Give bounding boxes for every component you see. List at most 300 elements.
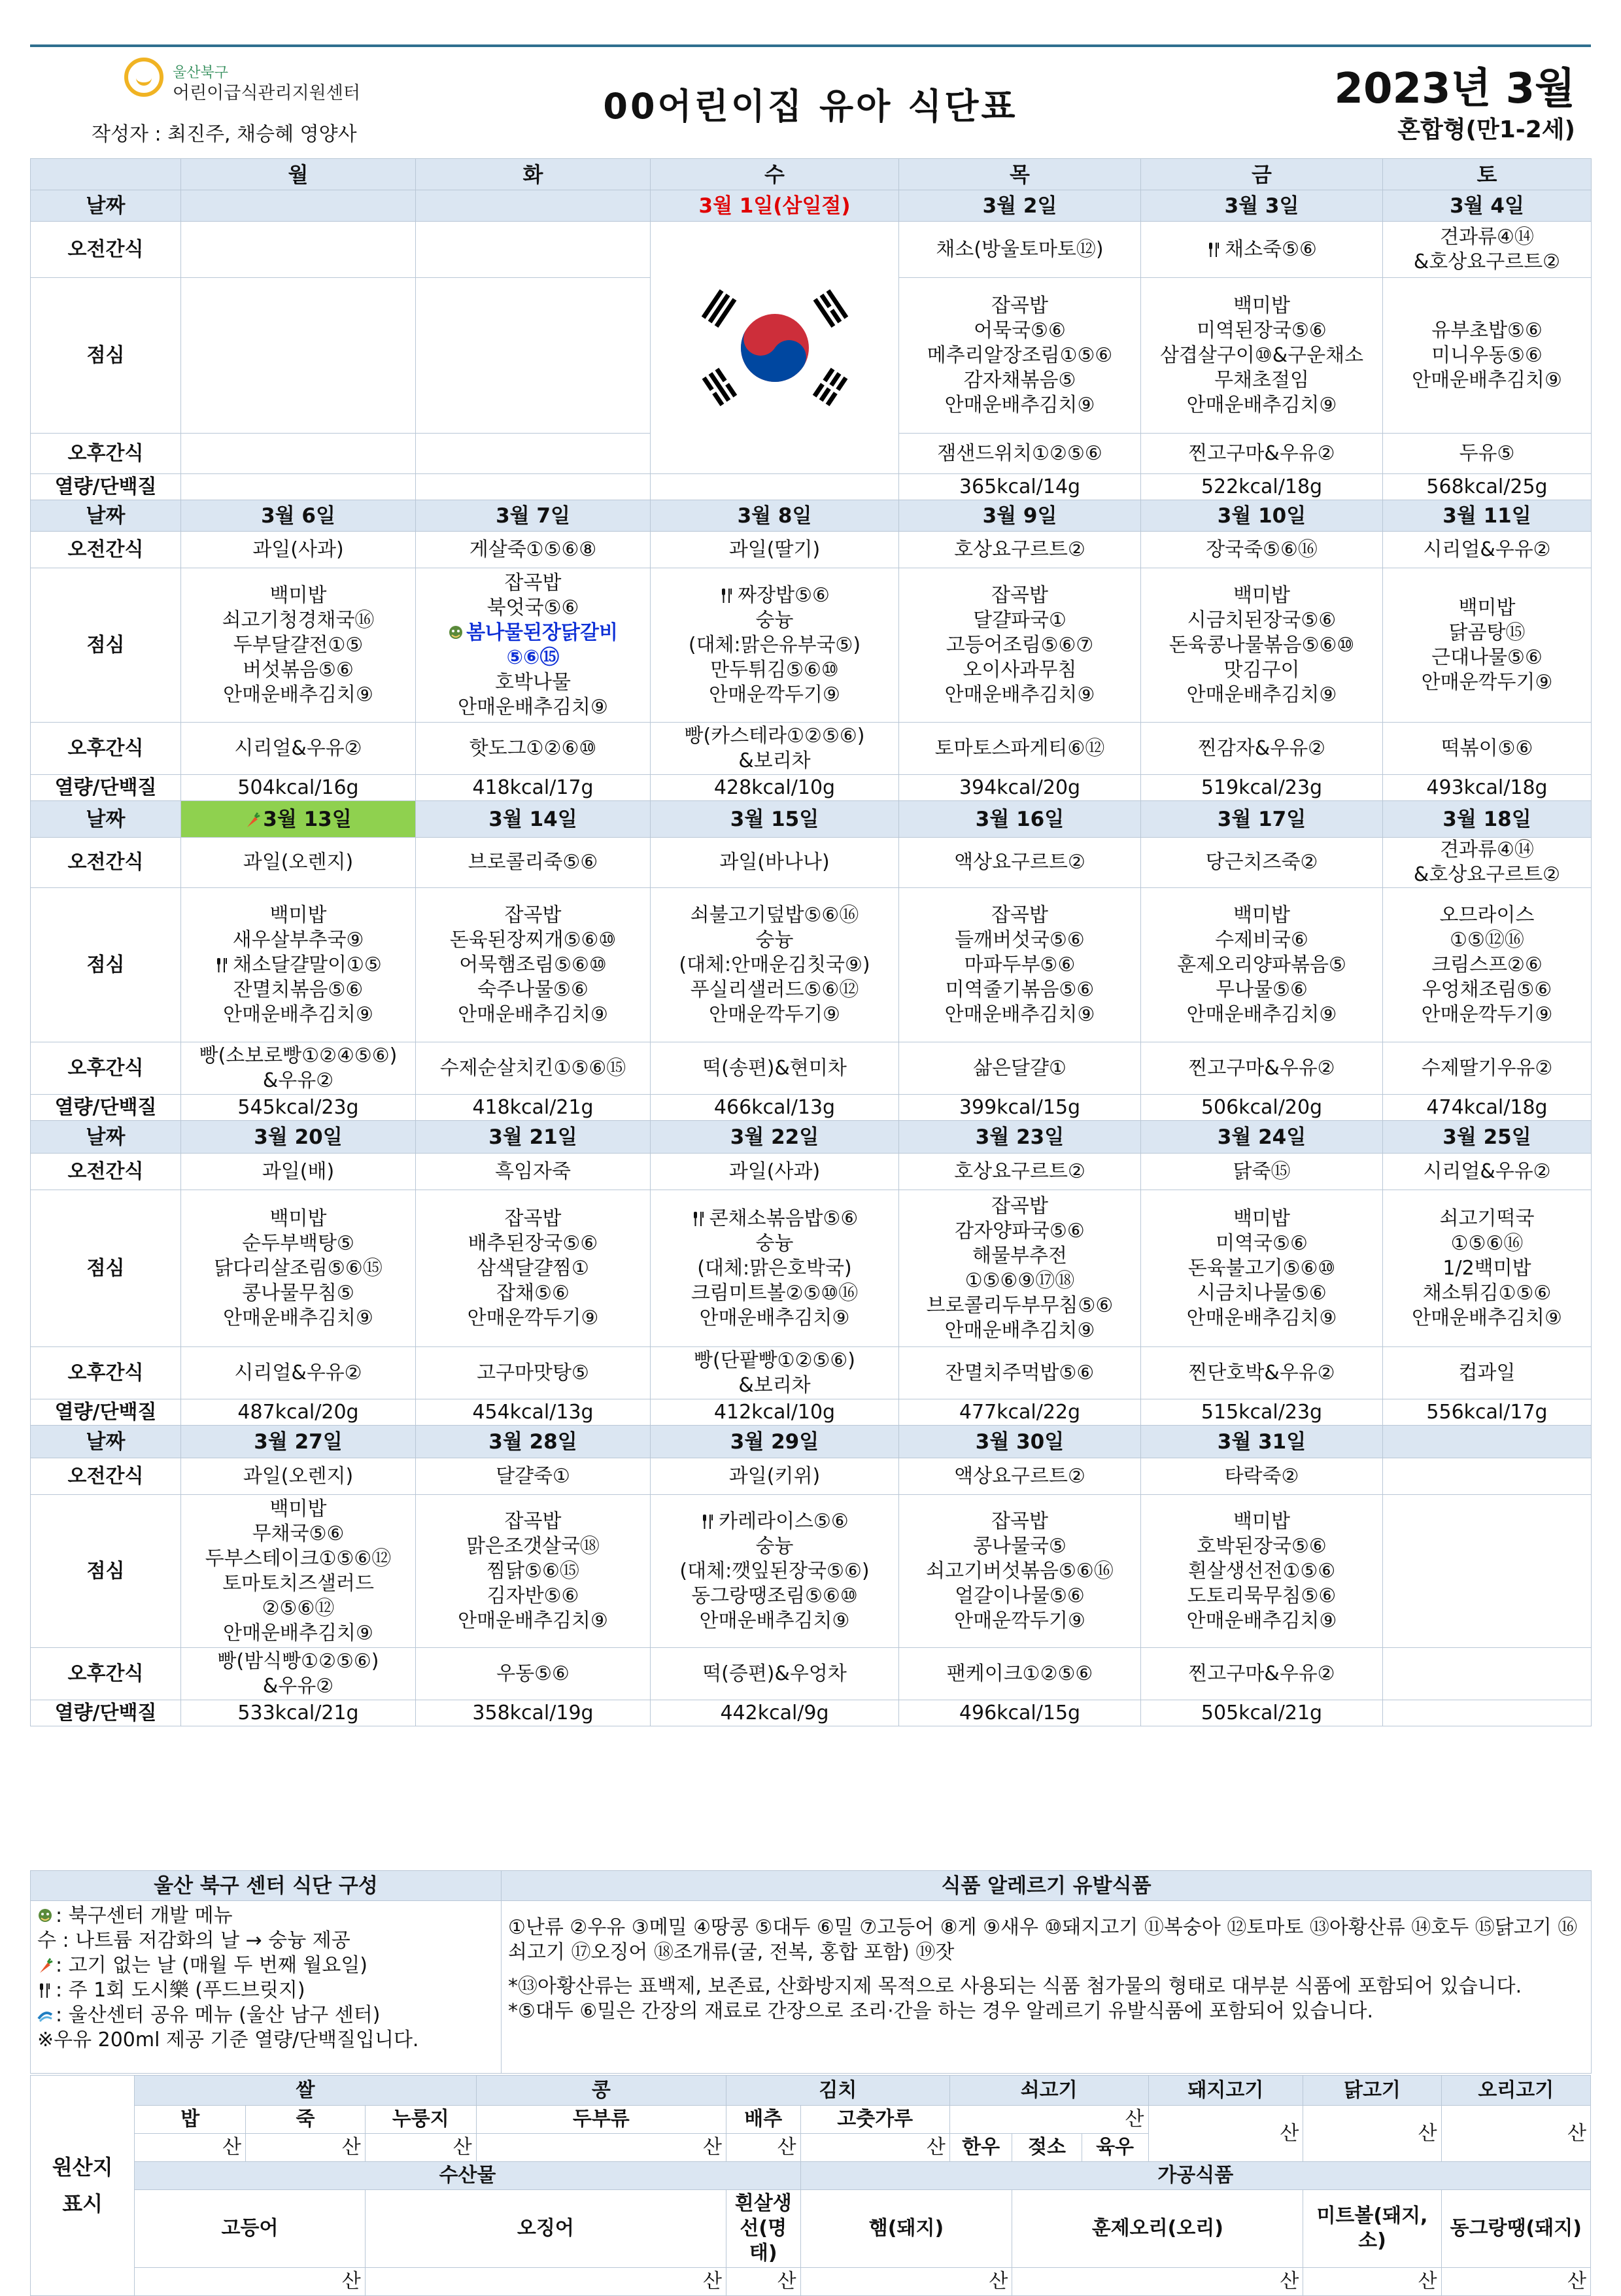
menu-line: 흑임자죽	[495, 1159, 571, 1183]
menu-line: 3월 20일	[254, 1125, 343, 1149]
menu-line: 안매운깍두기⑨	[709, 1002, 840, 1026]
ulsan-bukgu-center-icon	[37, 1906, 53, 1923]
snack-cell	[1383, 532, 1592, 568]
date-cell	[181, 190, 416, 222]
snack-cell	[1141, 222, 1383, 278]
menu-line: 푸실리샐러드⑤⑥⑫	[690, 978, 859, 1001]
row-label-date: 날짜	[31, 1426, 181, 1458]
menu-line: 454kcal/13g	[472, 1400, 594, 1424]
nutrition-cell	[416, 1095, 651, 1121]
menu-line: 찐단호박&우유②	[1188, 1361, 1335, 1384]
nutrition-cell	[416, 775, 651, 801]
lunch-cell	[181, 1495, 416, 1648]
origin-value: 산	[1303, 2268, 1441, 2296]
menu-line: 3월 23일	[975, 1125, 1065, 1149]
menu-line: 잔멸치주먹밥⑤⑥	[945, 1361, 1095, 1384]
snack-cell	[899, 1458, 1141, 1495]
date-cell	[651, 1121, 899, 1154]
menu-line: 찐고구마&우유②	[1188, 1056, 1335, 1080]
menu-line: 감자채볶음⑤	[963, 368, 1076, 392]
menu-line: 훈제오리양파볶음⑤	[1177, 953, 1346, 976]
menu-line: 3월 8일	[737, 504, 812, 528]
snack-cell	[181, 1347, 416, 1399]
menu-line: 3월 14일	[488, 807, 577, 831]
row-label-pm: 오후간식	[31, 723, 181, 775]
menu-line: &우유②	[262, 1069, 334, 1092]
snack-cell	[181, 1458, 416, 1495]
menu-line: 미역국⑤⑥	[1216, 1231, 1308, 1255]
menu-line: 미역된장국⑤⑥	[1197, 318, 1327, 342]
snack-cell	[416, 838, 651, 888]
fork-spoon-icon	[37, 1981, 53, 1998]
menu-line: 3월 10일	[1217, 504, 1306, 528]
legend-body	[31, 1901, 502, 2074]
menu-line: 안매운배추김치⑨	[1412, 368, 1562, 392]
day-header: 수	[651, 159, 899, 190]
menu-line: 근대나물⑤⑥	[1431, 645, 1543, 669]
menu-line: 3월 18일	[1442, 807, 1531, 831]
date-cell	[416, 190, 651, 222]
menu-line: 안매운배추김치⑨	[1412, 1306, 1562, 1329]
menu-line: 시리얼&우유②	[234, 1361, 362, 1384]
menu-line: 떡볶이⑤⑥	[1441, 736, 1533, 760]
menu-line: 김자반⑤⑥	[486, 1584, 579, 1607]
menu-line: 시리얼&우유②	[1423, 1159, 1551, 1183]
row-label-am: 오전간식	[31, 1458, 181, 1495]
menu-line: 3월 30일	[975, 1430, 1065, 1454]
nutrition-cell	[899, 1700, 1141, 1726]
origin-mackerel: 고등어	[135, 2190, 366, 2268]
lunch-cell	[899, 278, 1141, 434]
origin-rice: 쌀	[135, 2076, 476, 2106]
allergen-note-2: *⑤대두 ⑥밀은 간장의 재료로 간장으로 조리·간을 하는 경우 알레르기 유발식품에 포함되어 있습니다.	[508, 2000, 1373, 2023]
menu-line: 크림미트볼②⑤⑩⑯	[691, 1281, 859, 1305]
date-cell	[1141, 1426, 1383, 1458]
menu-line: 맑은조갯살국⑱	[466, 1534, 600, 1558]
date-cell	[899, 500, 1141, 532]
menu-line: 안매운배추김치⑨	[458, 1609, 608, 1632]
origin-beefcattle: 육우	[1082, 2134, 1148, 2162]
menu-line: 477kcal/22g	[959, 1400, 1081, 1424]
menu-line: 컵과일	[1458, 1361, 1516, 1384]
row-label-nut: 열량/단백질	[31, 1399, 181, 1426]
lunch-cell	[899, 888, 1141, 1042]
menu-line: 돈육콩나물볶음⑤⑥⑩	[1169, 633, 1355, 657]
snack-cell	[899, 1042, 1141, 1095]
corner-cell	[31, 159, 181, 190]
menu-table	[30, 158, 1592, 1726]
origin-nurungji: 누룽지	[365, 2106, 476, 2134]
row-label-pm: 오후간식	[31, 1347, 181, 1399]
snack-cell	[1383, 222, 1592, 278]
menu-line: 487kcal/20g	[237, 1400, 359, 1424]
menu-line: 안매운배추김치⑨	[1186, 393, 1337, 417]
date-cell	[1383, 1121, 1592, 1154]
lunch-cell	[1383, 1495, 1592, 1648]
row-label-nut: 열량/단백질	[31, 1700, 181, 1726]
fork-spoon-icon	[719, 586, 735, 603]
snack-cell	[899, 838, 1141, 888]
origin-value: 산	[365, 2268, 726, 2296]
menu-line: 522kcal/18g	[1201, 475, 1323, 498]
row-label-date: 날짜	[31, 190, 181, 222]
ulsan-namgu-center-icon	[37, 2006, 53, 2023]
menu-line: 삼색달걀찜①	[477, 1256, 589, 1280]
lunch-cell	[416, 278, 651, 434]
menu-line: 과일(배)	[262, 1159, 335, 1183]
menu-line: 백미밥	[1458, 596, 1516, 619]
menu-line: 3월 16일	[975, 807, 1065, 831]
menu-line: 닭죽⑮	[1233, 1159, 1291, 1183]
menu-line: 배추된장국⑤⑥	[468, 1231, 598, 1255]
menu-line: 418kcal/17g	[472, 776, 594, 799]
menu-line: 백미밥	[1233, 1509, 1290, 1533]
menu-line: 브로콜리죽⑤⑥	[468, 851, 598, 874]
menu-line: 핫도그①②⑥⑩	[469, 736, 597, 760]
snack-cell	[181, 434, 416, 474]
menu-line: 418kcal/21g	[472, 1095, 594, 1119]
row-label-pm: 오후간식	[31, 434, 181, 474]
row-label-am: 오전간식	[31, 222, 181, 278]
menu-line: 숙주나물⑤⑥	[477, 978, 589, 1001]
origin-dairy: 젖소	[1012, 2134, 1082, 2162]
origin-value: 산	[949, 2106, 1148, 2134]
page-title: 00어린이집 유아 식단표	[603, 86, 1018, 127]
menu-line: 북엇국⑤⑥	[486, 596, 579, 619]
menu-line: 안매운배추김치⑨	[944, 1318, 1095, 1342]
menu-line: ①⑤⑥⑯	[1450, 1231, 1524, 1255]
legend-line-sodium: 수 : 나트륨 저감화의 날 → 숭늉 제공	[37, 1929, 350, 1952]
menu-line: &우유②	[262, 1674, 334, 1698]
menu-line: 도토리묵무침⑤⑥	[1187, 1584, 1337, 1607]
date-cell	[416, 1426, 651, 1458]
origin-squid: 오징어	[365, 2190, 726, 2268]
menu-line: 잡곡밥	[504, 1207, 562, 1230]
snack-cell	[651, 1458, 899, 1495]
nutrition-cell	[1383, 1700, 1592, 1726]
menu-line: 봄나물된장닭갈비	[418, 621, 647, 645]
menu-line: 안매운깍두기⑨	[709, 683, 840, 706]
date-cell	[416, 500, 651, 532]
menu-line: 533kcal/21g	[237, 1701, 359, 1724]
snack-cell	[899, 723, 1141, 775]
allergen-list: ①난류 ②우유 ③메밀 ④땅콩 ⑤대두 ⑥밀 ⑦고등어 ⑧게 ⑨새우 ⑩돼지고기 ⑪복숭아 ⑫토마토 ⑬아황산류 ⑭호두 ⑮닭고기 ⑯쇠고기 ⑰오징어 ⑱조개류(굴, 전복, 홍합 포함) ⑲잣	[508, 1916, 1578, 1964]
menu-line: 과일(사과)	[252, 538, 344, 561]
menu-line: 수제비국⑥	[1215, 928, 1308, 951]
snack-cell	[1383, 1042, 1592, 1095]
lunch-cell	[899, 568, 1141, 723]
holiday-flag-cell	[651, 222, 899, 474]
lunch-cell	[416, 1495, 651, 1648]
date-cell	[181, 801, 416, 838]
snack-cell	[181, 723, 416, 775]
origin-value: 산	[800, 2134, 949, 2162]
menu-line: 순두부백탕⑤	[242, 1231, 354, 1255]
menu-line: 365kcal/14g	[959, 475, 1081, 498]
nutrition-cell	[416, 1700, 651, 1726]
snack-cell	[1383, 1648, 1592, 1700]
snack-cell	[416, 1347, 651, 1399]
menu-line: 떡(증편)&우엉차	[702, 1662, 847, 1685]
origin-value: 산	[800, 2268, 1012, 2296]
menu-line: 안매운배추김치⑨	[1186, 1609, 1337, 1632]
date-cell	[1141, 190, 1383, 222]
origin-pepper: 고춧가루	[800, 2106, 949, 2134]
menu-line: 428kcal/10g	[713, 776, 836, 799]
menu-line: 안매운깍두기⑨	[1421, 1002, 1553, 1026]
menu-line: 3월 4일	[1450, 194, 1524, 218]
menu-line: 잡곡밥	[991, 903, 1048, 927]
menu-line: 크림스프②⑥	[1431, 953, 1543, 976]
menu-line: 두부달걀전①⑤	[233, 633, 364, 657]
date-cell	[1141, 1121, 1383, 1154]
menu-line: 짜장밥⑤⑥	[653, 583, 896, 608]
menu-line: 시금치된장국⑤⑥	[1187, 608, 1337, 632]
date-cell	[1383, 1426, 1592, 1458]
snack-cell	[1141, 1042, 1383, 1095]
menu-line: &호상요구르트②	[1413, 863, 1561, 886]
menu-line: 잡곡밥	[504, 571, 562, 594]
snack-cell	[899, 1154, 1141, 1190]
date-cell	[899, 1121, 1141, 1154]
snack-cell	[1383, 1154, 1592, 1190]
menu-line: &호상요구르트②	[1413, 250, 1561, 273]
author: 작성자 : 최진주, 채승혜 영양사	[92, 123, 357, 146]
snack-cell	[651, 723, 899, 775]
date-cell	[651, 1426, 899, 1458]
origin-pork: 돼지고기	[1148, 2076, 1303, 2106]
menu-line: 안매운배추김치⑨	[944, 683, 1095, 706]
menu-line: ①⑤⑫⑯	[1450, 928, 1524, 951]
origin-hanwoo: 한우	[949, 2134, 1012, 2162]
menu-line: 채소튀김①⑤⑥	[1422, 1281, 1552, 1305]
snack-cell	[651, 1347, 899, 1399]
day-header: 목	[899, 159, 1141, 190]
row-label-pm: 오후간식	[31, 1648, 181, 1700]
menu-line: 유부초밥⑤⑥	[1431, 318, 1543, 342]
menu-line: 3월 2일	[982, 194, 1057, 218]
nutrition-cell	[899, 775, 1141, 801]
row-label-date: 날짜	[31, 801, 181, 838]
menu-line: 빵(단팥빵①②⑤⑥)	[694, 1348, 855, 1372]
menu-line: 호상요구르트②	[954, 1159, 1085, 1183]
menu-line: 마파두부⑤⑥	[964, 953, 1076, 976]
menu-line: 3월 17일	[1217, 807, 1306, 831]
date-cell	[181, 1426, 416, 1458]
menu-line: 3월 27일	[254, 1430, 343, 1454]
origin-smokeduck: 훈제오리(오리)	[1012, 2190, 1303, 2268]
menu-line: 액상요구르트②	[954, 1464, 1085, 1488]
menu-line: 고구마맛탕⑤	[477, 1361, 589, 1384]
menu-line: 감자양파국⑤⑥	[955, 1219, 1085, 1242]
legend-line-lunchbox: : 주 1회 도시樂 (푸드브릿지)	[37, 1978, 494, 2003]
snack-cell	[1383, 1347, 1592, 1399]
date-cell	[899, 1426, 1141, 1458]
menu-line: 잡곡밥	[991, 583, 1048, 607]
nutrition-cell	[651, 775, 899, 801]
menu-line: 안매운배추김치⑨	[1186, 1306, 1337, 1329]
nutrition-cell	[1141, 775, 1383, 801]
row-label-lunch: 점심	[31, 1190, 181, 1347]
menu-line: 3월 25일	[1442, 1125, 1531, 1149]
menu-type: 혼합형(만1-2세)	[1397, 116, 1575, 143]
snack-cell	[899, 1648, 1141, 1700]
menu-line: 돈육된장찌개⑤⑥⑩	[449, 928, 617, 951]
menu-line: 496kcal/15g	[959, 1701, 1081, 1724]
snack-cell	[416, 222, 651, 278]
menu-line: 안매운배추김치⑨	[699, 1609, 850, 1632]
menu-line: 호박된장국⑤⑥	[1197, 1534, 1327, 1558]
menu-line: 토마토치즈샐러드	[222, 1571, 374, 1595]
menu-line: 무나물⑤⑥	[1216, 978, 1308, 1001]
origin-seafood: 수산물	[135, 2162, 800, 2190]
menu-line: 숭늉	[755, 608, 794, 632]
origin-value: 산	[1303, 2106, 1441, 2162]
menu-line: 토마토스파게티⑥⑫	[934, 736, 1105, 760]
menu-line: 잼샌드위치①②⑤⑥	[937, 441, 1102, 465]
lunch-cell	[651, 1190, 899, 1347]
legend-line-shared: : 울산센터 공유 메뉴 (울산 남구 센터)	[37, 2003, 494, 2028]
menu-line: 3월 13일	[184, 807, 413, 832]
origin-value: 산	[1012, 2268, 1303, 2296]
allergen-note-1: *⑬아황산류는 표백제, 보존료, 산화방지제 목적으로 사용되는 식품 첨가물의 형태로 대부분 식품에 포함되어 있습니다.	[508, 1975, 1522, 1998]
menu-line: 삼겹살구이⑩&구운채소	[1159, 343, 1364, 367]
row-label-date: 날짜	[31, 1121, 181, 1154]
menu-line: ①⑤⑥⑨⑰⑱	[964, 1269, 1075, 1292]
menu-line: 콘채소볶음밥⑤⑥	[653, 1207, 896, 1231]
fork-spoon-icon	[700, 1512, 716, 1529]
ulsan-bukgu-center-icon	[448, 623, 464, 640]
menu-line: 채소(방울토마토⑫)	[936, 237, 1104, 261]
menu-line: 3월 28일	[488, 1430, 577, 1454]
date-cell	[1383, 190, 1592, 222]
nutrition-cell	[416, 474, 651, 500]
snack-cell	[899, 222, 1141, 278]
snack-cell	[651, 1042, 899, 1095]
carrot-icon	[245, 810, 260, 827]
snack-cell	[1141, 1458, 1383, 1495]
menu-line: 달걀죽①	[496, 1464, 570, 1488]
nutrition-cell	[181, 474, 416, 500]
snack-cell	[416, 1154, 651, 1190]
menu-line: 3월 24일	[1217, 1125, 1306, 1149]
date-cell	[651, 500, 899, 532]
menu-line: 들깨버섯국⑤⑥	[955, 928, 1085, 951]
origin-meatball: 미트볼(돼지,소)	[1303, 2190, 1441, 2268]
menu-line: 3월 15일	[730, 807, 819, 831]
nutrition-cell	[181, 1399, 416, 1426]
menu-line: 카레라이스⑤⑥	[653, 1509, 896, 1534]
menu-line: 두부스테이크①⑤⑥⑫	[205, 1547, 392, 1570]
menu-line: 안매운배추김치⑨	[1186, 1002, 1337, 1026]
menu-line: 안매운배추김치⑨	[944, 1002, 1095, 1026]
menu-line: 568kcal/25g	[1426, 475, 1548, 498]
org-name: 어린이급식관리지원센터	[173, 83, 360, 103]
menu-line: 찜닭⑤⑥⑮	[486, 1559, 579, 1583]
menu-line: 백미밥	[1233, 1207, 1290, 1230]
menu-line: 수제순살치킨①⑤⑥⑮	[439, 1056, 626, 1080]
day-header: 월	[181, 159, 416, 190]
menu-line: 장국죽⑤⑥⑯	[1206, 538, 1318, 561]
origin-whitefish: 흰살생선(명태)	[726, 2190, 800, 2268]
nutrition-cell	[1383, 775, 1592, 801]
menu-line: 채소달걀말이①⑤	[184, 953, 413, 978]
snack-cell	[651, 532, 899, 568]
origin-value: 산	[365, 2134, 476, 2162]
menu-line: 시금치나물⑤⑥	[1197, 1281, 1327, 1305]
menu-line: 견과류④⑭	[1440, 838, 1534, 861]
menu-line: 수제딸기우유②	[1421, 1056, 1553, 1080]
snack-cell	[899, 434, 1141, 474]
menu-line: 안매운배추김치⑨	[223, 1306, 373, 1329]
menu-line: 콩나물국⑤	[973, 1534, 1066, 1558]
menu-line: 메추리알장조림①⑤⑥	[927, 343, 1113, 367]
menu-line: 442kcal/9g	[720, 1701, 829, 1724]
row-label-am: 오전간식	[31, 532, 181, 568]
menu-line: 무채초절임	[1214, 368, 1309, 392]
row-label-nut: 열량/단백질	[31, 1095, 181, 1121]
origin-value: 산	[1441, 2268, 1590, 2296]
menu-line: 안매운깍두기⑨	[1421, 670, 1553, 694]
date-cell	[181, 500, 416, 532]
menu-line: 맛김구이	[1223, 658, 1300, 681]
menu-line: 잡채⑤⑥	[496, 1281, 570, 1305]
snack-cell	[416, 434, 651, 474]
nutrition-cell	[899, 474, 1141, 500]
menu-line: 안매운배추김치⑨	[223, 683, 373, 706]
menu-line: 3월 9일	[982, 504, 1057, 528]
menu-line: 잔멸치볶음⑤⑥	[233, 978, 364, 1001]
origin-tofu: 두부류	[476, 2106, 726, 2134]
row-label-lunch: 점심	[31, 278, 181, 434]
date-cell	[1383, 500, 1592, 532]
menu-line: 잡곡밥	[991, 1194, 1048, 1218]
menu-line: (대체:맑은유부국⑤)	[688, 633, 861, 657]
menu-line: 3월 22일	[730, 1125, 819, 1149]
menu-line: 백미밥	[269, 1497, 327, 1520]
nutrition-cell	[1141, 474, 1383, 500]
lunch-cell	[651, 568, 899, 723]
day-header: 금	[1141, 159, 1383, 190]
origin-bean: 콩	[476, 2076, 726, 2106]
origin-chicken: 닭고기	[1303, 2076, 1441, 2106]
nutrition-cell	[1141, 1700, 1383, 1726]
origin-value: 산	[726, 2268, 800, 2296]
menu-line: 545kcal/23g	[237, 1095, 359, 1119]
menu-line: 동그랑땡조림⑤⑥⑩	[691, 1584, 858, 1607]
menu-line: 3월 6일	[261, 504, 335, 528]
snack-cell	[416, 532, 651, 568]
lunch-cell	[1141, 888, 1383, 1042]
menu-line: 안매운배추김치⑨	[223, 1621, 373, 1645]
menu-line: 채소죽⑤⑥	[1144, 237, 1380, 262]
menu-line: 어묵국⑤⑥	[974, 318, 1066, 342]
nutrition-cell	[181, 775, 416, 801]
menu-line: (대체:맑은호박국)	[697, 1256, 852, 1280]
legend-table	[30, 1870, 1592, 2074]
menu-line: 빵(소보로빵①②④⑤⑥)	[199, 1044, 398, 1067]
lunch-cell	[181, 888, 416, 1042]
menu-line: 안매운깍두기⑨	[954, 1609, 1085, 1632]
lunch-cell	[651, 1495, 899, 1648]
menu-line: 해물부추전	[972, 1244, 1067, 1267]
menu-line: 빵(카스테라①②⑤⑥)	[684, 724, 865, 747]
snack-cell	[416, 1648, 651, 1700]
korean-flag-icon	[677, 279, 873, 417]
snack-cell	[181, 532, 416, 568]
menu-line: 오므라이스	[1439, 903, 1535, 927]
legend-line-milk: ※우유 200ml 제공 기준 열량/단백질입니다.	[37, 2029, 419, 2051]
